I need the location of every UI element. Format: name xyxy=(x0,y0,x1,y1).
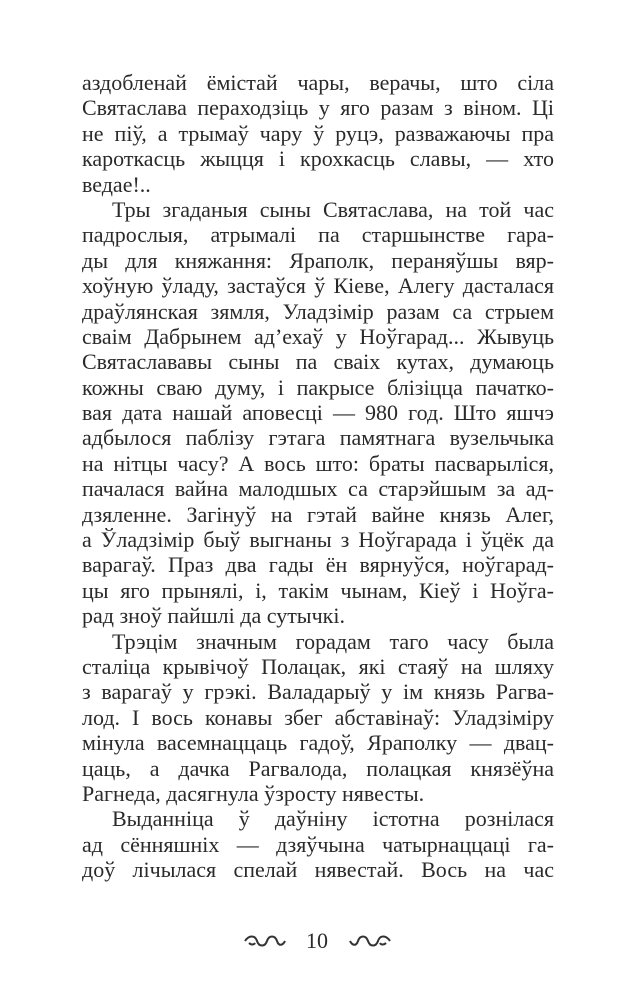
text-line: на нітцы часу? А вось што: браты пасварыліся, xyxy=(82,450,554,476)
text-line: ды для княжання: Яраполк, пераняўшы вяр- xyxy=(82,247,554,273)
text-line: з варагаў у грэкі. Валадарыў у ім князь Рагва- xyxy=(82,679,554,705)
text-line: варагаў. Праз два гады ён вярнуўся, ноўгарад- xyxy=(82,552,554,578)
text-line: цы яго прынялі, і, такім чынам, Кіеў і Ноўга- xyxy=(82,577,554,603)
text-line: цаць, а дачка Рагвалода, полацкая князёўна xyxy=(82,755,554,781)
text-line: дзяленне. Загінуў на гэтай вайне князь Алег, xyxy=(82,501,554,527)
text-line: Трэцім значным горадам таго часу была xyxy=(112,628,554,654)
right-ornament-icon xyxy=(348,934,392,948)
text-line: пачалася вайна малодшых са старэйшым за ад- xyxy=(82,476,554,502)
page-footer xyxy=(0,926,634,954)
text-line: ведае!.. xyxy=(82,171,151,197)
text-line: кароткасць жыцця і крохкасць славы, — хто xyxy=(82,146,554,172)
text-line: хоўную ўладу, застаўся ў Кіеве, Алегу дасталася xyxy=(82,273,554,299)
text-line: лод. І вось конавы збег абставінаў: Уладзіміру xyxy=(82,704,554,730)
text-line: а Ўладзімір быў выгнаны з Ноўгарада і ўцёк да xyxy=(82,527,554,553)
text-line: сталіца крывічоў Полацак, які стаяў на шляху xyxy=(82,653,554,679)
text-line: вая дата нашай аповесці — 980 год. Што яшчэ xyxy=(82,400,554,426)
left-ornament-icon xyxy=(243,934,287,948)
text-line: Выданніца ў даўніну істотна рознілася xyxy=(112,806,554,832)
text-line: Тры згаданыя сыны Святаслава, на той час xyxy=(112,196,554,222)
text-line: мінула васемнаццаць гадоў, Яраполку — двац- xyxy=(82,730,554,756)
text-line: не піў, а трымаў чару ў руцэ, разважаючы пра xyxy=(82,120,554,146)
text-line: рад зноў пайшлі да сутычкі. xyxy=(82,603,345,629)
text-line: драўлянская зямля, Уладзімір разам са стрыем xyxy=(82,298,554,324)
text-line: сваім Дабрынем ад’ехаў у Ноўгарад... Жывуць xyxy=(82,323,554,349)
text-line: падрослыя, атрымалі па старшынстве гара- xyxy=(82,222,554,248)
text-line: ад сённяшніх — дзяўчына чатырнаццаці га- xyxy=(82,831,554,857)
text-line: Святаслава пераходзіць у яго разам з віном. Ці xyxy=(82,95,554,121)
page-number: 10 xyxy=(306,927,328,953)
text-line: аздобленай ёмістай чары, верачы, што сіла xyxy=(82,70,554,95)
text-line: доў лічылася спелай нявестай. Вось на час xyxy=(82,857,554,883)
text-line: кожны сваю думу, і пакрысе блізіцца пачатко- xyxy=(82,374,554,400)
text-line: Рагнеда, дасягнула ўзросту нявесты. xyxy=(82,780,425,806)
text-line: Святаслававы сыны па сваіх кутах, думаюць xyxy=(82,349,554,375)
page-body-text xyxy=(82,70,554,883)
text-line: адбылося паблізу гэтага памятнага вузельчыка xyxy=(82,425,554,451)
